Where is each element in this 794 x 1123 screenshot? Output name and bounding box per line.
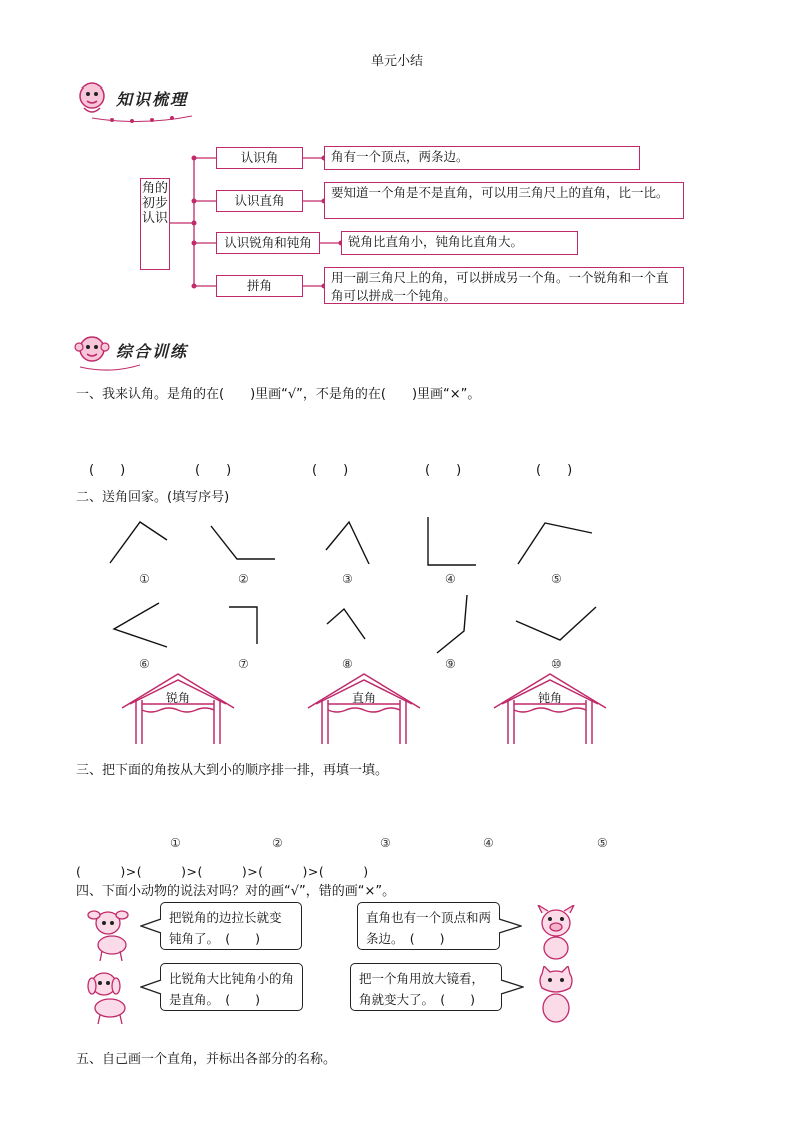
q3-figures bbox=[0, 770, 794, 840]
q3-number-1: ① bbox=[170, 836, 181, 850]
question-2-text: 二、送角回家。(填写序号) bbox=[76, 490, 230, 505]
mindmap-root: 角的初步认识 bbox=[140, 178, 170, 270]
house-label-obtuse: 钝角 bbox=[537, 691, 562, 705]
q4-statement-4[interactable]: 把一个角用放大镜看，角就变大了。 ( ) bbox=[350, 963, 502, 1011]
q3-number-4: ④ bbox=[483, 836, 494, 850]
q4-statement-3[interactable]: 比锐角大比钝角小的角是直角。 ( ) bbox=[160, 963, 303, 1011]
mindmap-desc-right-angle: 要知道一个角是不是直角，可以用三角尺上的直角，比一比。 bbox=[324, 182, 684, 219]
q4-statement-1[interactable]: 把锐角的边拉长就变钝角了。 ( ) bbox=[160, 902, 302, 950]
section-training-title: 综合训练 bbox=[116, 341, 189, 361]
mindmap-desc-combine: 用一副三角尺上的角，可以拼成另一个角。一个锐角和一个直角可以拼成一个钝角。 bbox=[324, 267, 684, 304]
bubble-tail-1 bbox=[140, 918, 162, 934]
q1-blank-2[interactable]: ( ) bbox=[195, 463, 232, 478]
mindmap-desc-acute-obtuse: 锐角比直角小，钝角比直角大。 bbox=[341, 231, 578, 255]
q3-number-3: ③ bbox=[380, 836, 391, 850]
q3-order-blanks[interactable]: ( )>( )>( )>( )>( ) bbox=[76, 864, 369, 879]
house-right bbox=[304, 670, 424, 746]
mindmap-branch-right-angle: 认识直角 bbox=[216, 190, 303, 212]
q1-blank-4[interactable]: ( ) bbox=[425, 463, 462, 478]
q2-number-2: ② bbox=[238, 572, 249, 586]
cat-icon bbox=[528, 966, 584, 1026]
bubble-tail-3 bbox=[140, 979, 162, 995]
house-obtuse bbox=[490, 670, 610, 746]
bubble-tail-2 bbox=[498, 918, 522, 934]
q3-number-5: ⑤ bbox=[597, 836, 608, 850]
q2-number-10: ⑩ bbox=[551, 657, 562, 671]
q2-number-4: ④ bbox=[445, 572, 456, 586]
q2-number-9: ⑨ bbox=[445, 657, 456, 671]
house-label-acute: 锐角 bbox=[165, 691, 190, 705]
bubble-tail-4 bbox=[500, 979, 524, 995]
q2-number-6: ⑥ bbox=[139, 657, 150, 671]
question-5-text: 五、自己画一个直角，并标出各部分的名称。 bbox=[76, 1052, 337, 1067]
q1-blank-1[interactable]: ( ) bbox=[89, 463, 126, 478]
pig-icon bbox=[528, 905, 584, 963]
house-label-right: 直角 bbox=[351, 691, 376, 705]
house-acute bbox=[118, 670, 238, 746]
q2-number-8: ⑧ bbox=[342, 657, 353, 671]
q2-number-3: ③ bbox=[342, 572, 353, 586]
q2-number-5: ⑤ bbox=[551, 572, 562, 586]
q3-number-2: ② bbox=[272, 836, 283, 850]
q1-blank-3[interactable]: ( ) bbox=[312, 463, 349, 478]
q2-number-1: ① bbox=[139, 572, 150, 586]
mindmap-branch-recognize-angle: 认识角 bbox=[216, 147, 303, 169]
question-3-text: 三、把下面的角按从大到小的顺序排一排，再填一填。 bbox=[76, 763, 389, 778]
question-1-text: 一、我来认角。是角的在( )里画“√”，不是角的在( )里画“×”。 bbox=[76, 387, 481, 402]
mindmap-branch-combine: 拼角 bbox=[216, 275, 303, 297]
q2-number-7: ⑦ bbox=[238, 657, 249, 671]
section-knowledge-title: 知识梳理 bbox=[116, 89, 189, 109]
question-4-text: 四、下面小动物的说法对吗？对的画“√”，错的画“×”。 bbox=[76, 884, 396, 899]
q1-blank-5[interactable]: ( ) bbox=[536, 463, 573, 478]
mindmap-desc-recognize-angle: 角有一个顶点，两条边。 bbox=[324, 146, 640, 170]
deer-icon bbox=[82, 905, 138, 963]
q4-statement-2[interactable]: 直角也有一个顶点和两条边。 ( ) bbox=[357, 902, 500, 950]
mindmap-branch-acute-obtuse: 认识锐角和钝角 bbox=[216, 232, 320, 254]
page-title: 单元小结 bbox=[370, 54, 423, 69]
dog-icon bbox=[82, 968, 138, 1026]
